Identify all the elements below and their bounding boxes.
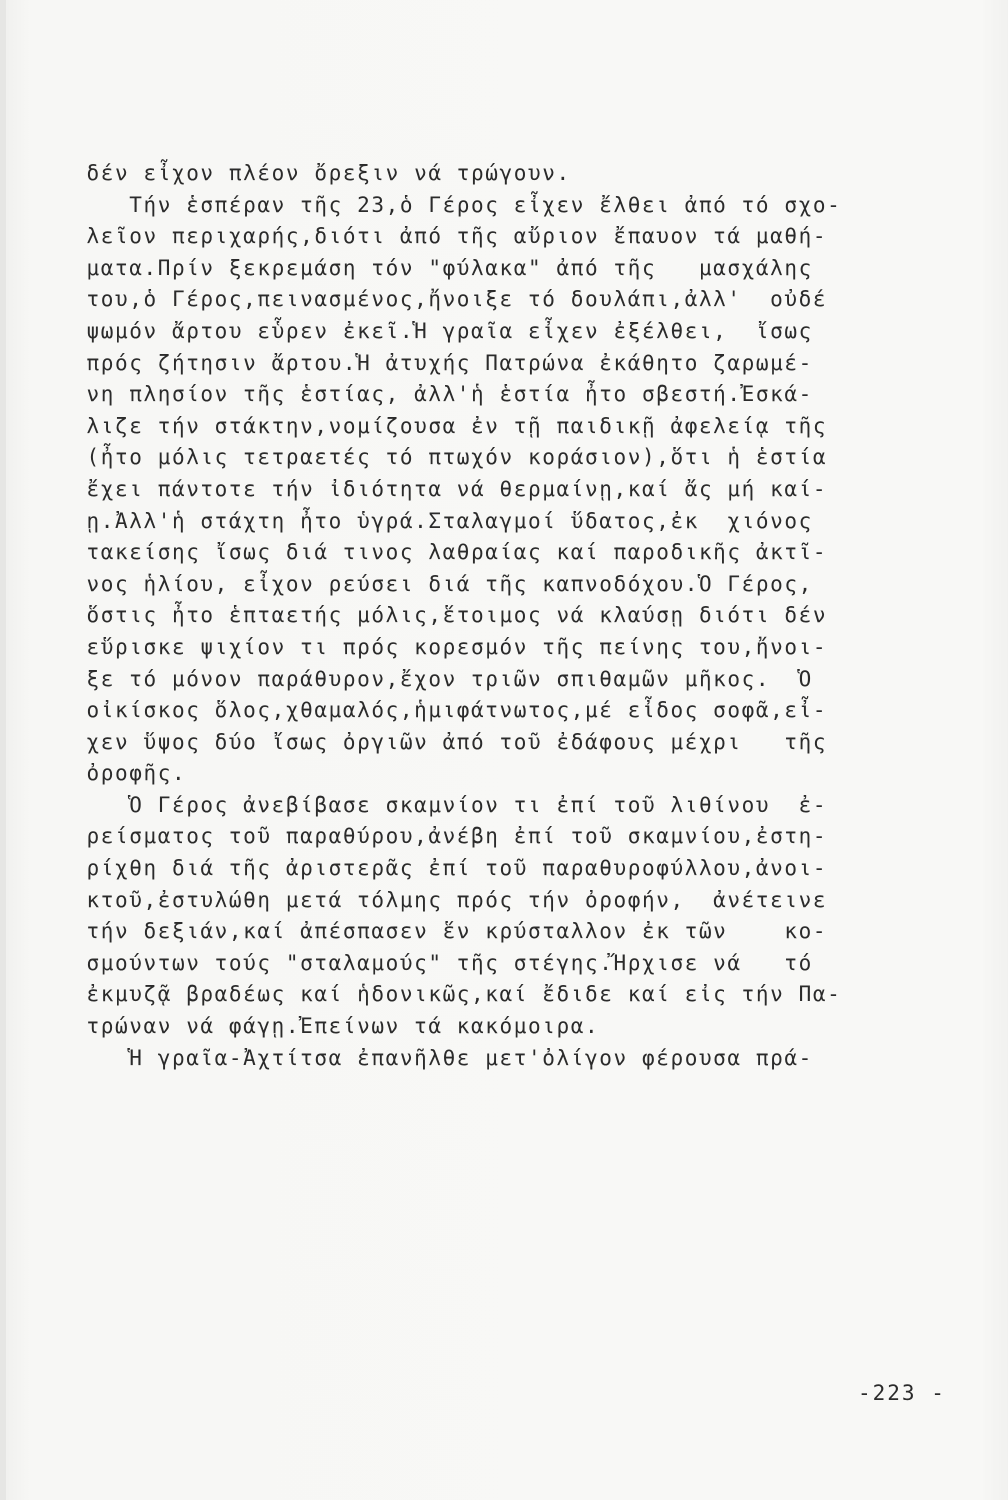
text-line: Ἡ γραῖα-Ἀχτίτσα ἐπανῆλθε μετ'ὀλίγον φέρουσα πρά- [58,1045,813,1070]
text-line: (ἦτο μόλις τετραετές τό πτωχόν κοράσιον),ὅτι ἡ ἑστία [58,445,828,470]
text-line: ρείσματος τοῦ παραθύρου,ἀνέβη ἐπί τοῦ σκαμνίου,ἐστη- [58,824,828,849]
text-line: ἔχει πάντοτε τήν ἰδιότητα νά θερμαίνῃ,καί ἄς μή καί- [58,476,828,501]
text-line: λιζε τήν στάκτην,νομίζουσα ἐν τῇ παιδικῇ ἀφελείᾳ τῆς [58,413,828,438]
text-line: ῃ.Ἀλλ'ἡ στάχτη ἦτο ὑγρά.Σταλαγμοί ὕδατος,ἐκ χιόνος [58,508,813,533]
text-line: τακείσης ἴσως διά τινος λαθραίας καί παροδικῆς ἀκτῖ- [58,540,828,565]
text-line: σμούντων τούς "σταλαμούς" τῆς στέγης.Ἤρχισε νά τό [58,950,813,975]
text-line: δέν εἶχον πλέον ὄρεξιν νά τρώγουν. [58,161,571,185]
text-line: Τήν ἑσπέραν τῆς 23,ὁ Γέρος εἶχεν ἔλθει ἀπό τό σχο- [58,192,842,217]
text-line: λεῖον περιχαρής,διότι ἀπό τῆς αὔριον ἔπαυον τά μαθή- [58,224,828,249]
text-line: νος ἡλίου, εἶχον ρεύσει διά τῆς καπνοδόχου.Ὁ Γέρος, [58,571,813,596]
page-number: -223 - [858,1381,946,1405]
text-line: Ὁ Γέρος ἀνεβίβασε σκαμνίον τι ἐπί τοῦ λιθίνου ἐ- [58,792,828,817]
text-line: ψωμόν ἄρτου εὗρεν ἐκεῖ.Ἡ γραῖα εἶχεν ἐξέλθει, ἴσως [58,318,813,343]
text-line: νη πλησίον τῆς ἑστίας, ἀλλ'ἡ ἑστία ἦτο σβεστή.Ἐσκά- [58,382,813,407]
text-line: ἐκμυζᾷ βραδέως καί ἡδονικῶς,καί ἔδιδε καί εἰς τήν Πα- [58,982,842,1007]
text-line: οἰκίσκος ὅλος,χθαμαλός,ἡμιφάτνωτος,μέ εἶδος σοφᾶ,εἶ- [58,698,828,723]
text-line: τρώναν νά φάγῃ.Ἐπείνων τά κακόμοιρα. [58,1014,600,1039]
text-line: ξε τό μόνον παράθυρον,ἔχον τριῶν σπιθαμῶν μῆκος. Ὁ [58,666,813,691]
text-line: ματα.Πρίν ξεκρεμάση τόν "φύλακα" ἀπό τῆς μασχάλης [58,255,813,280]
text-line: χεν ὕψος δύο ἴσως ὀργιῶν ἀπό τοῦ ἐδάφους μέχρι τῆς [58,729,828,754]
text-line: πρός ζήτησιν ἄρτου.Ἡ ἀτυχής Πατρώνα ἐκάθητο ζαρωμέ- [58,350,813,375]
text-line: τήν δεξιάν,καί ἀπέσπασεν ἕν κρύσταλλον ἐκ τῶν κο- [58,919,828,944]
body-text [58,158,973,1074]
text-line: του,ὁ Γέρος,πεινασμένος,ἤνοιξε τό δουλάπι,ἀλλ' οὐδέ [58,287,828,312]
text-line: κτοῦ,ἐστυλώθη μετά τόλμης πρός τήν ὀροφήν, ἀνέτεινε [58,887,828,912]
text-line: εὕρισκε ψιχίον τι πρός κορεσμόν τῆς πείνης του,ἤνοι- [58,634,828,659]
scan-edge [0,0,6,1500]
text-line: ρίχθη διά τῆς ἀριστερᾶς ἐπί τοῦ παραθυροφύλλου,ἀνοι- [58,856,828,881]
text-line: ὀροφῆς. [58,761,187,786]
text-line: ὅστις ἦτο ἑπταετής μόλις,ἕτοιμος νά κλαύσῃ διότι δέν [58,603,828,628]
